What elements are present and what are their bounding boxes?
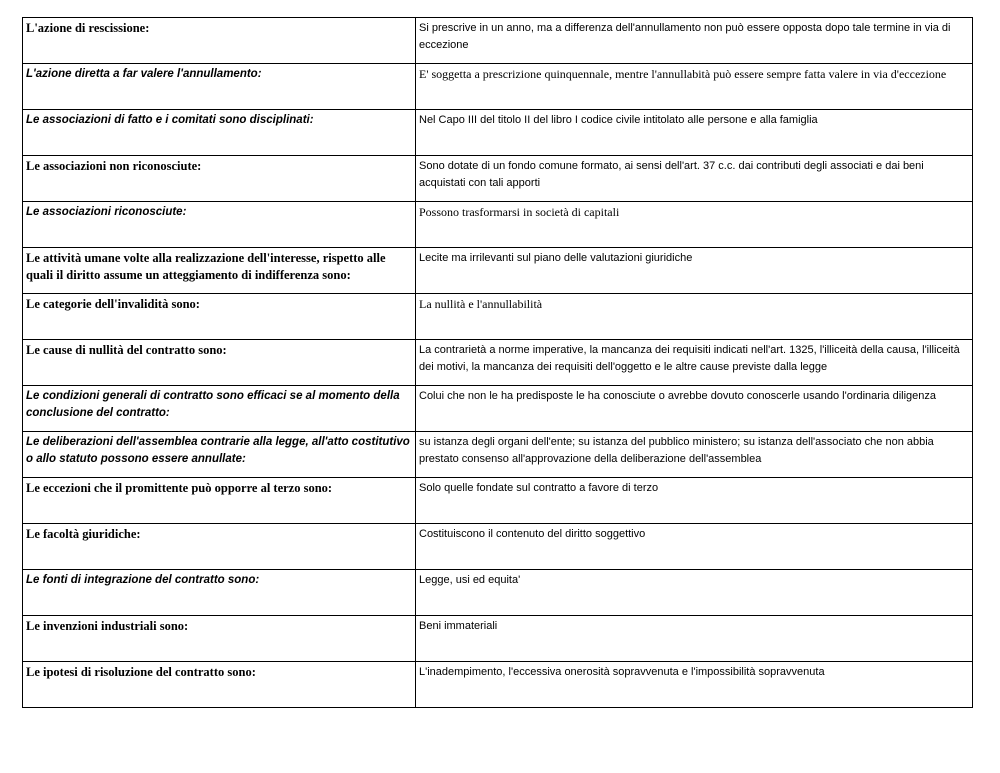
question-cell: Le attività umane volte alla realizzazione dell'interesse, rispetto alle quali il diritto assume un atteggiamento di indifferenza sono:	[23, 248, 416, 294]
answer-cell: su istanza degli organi dell'ente; su istanza del pubblico ministero; su istanza dell'associato che non abbia prestato consenso all'approvazione della deliberazione dell'assemblea	[416, 432, 973, 478]
answer-cell: L'inadempimento, l'eccessiva onerosità sopravvenuta e l'impossibilità sopravvenuta	[416, 662, 973, 708]
table-row	[23, 662, 973, 708]
table-row	[23, 156, 973, 202]
question-cell: Le associazioni di fatto e i comitati sono disciplinati:	[23, 110, 416, 156]
table-row	[23, 478, 973, 524]
answer-cell: Costituiscono il contenuto del diritto soggettivo	[416, 524, 973, 570]
table-row	[23, 616, 973, 662]
answer-cell: La contrarietà a norme imperative, la mancanza dei requisiti indicati nell'art. 1325, l'illiceità della causa, l'illiceità dei motivi, la mancanza dei requisiti dell'oggetto e le altre cause previste dalla legge	[416, 340, 973, 386]
table-row	[23, 248, 973, 294]
table-row	[23, 340, 973, 386]
table-row	[23, 524, 973, 570]
qa-table	[22, 17, 973, 708]
question-cell: Le condizioni generali di contratto sono efficaci se al momento della conclusione del contratto:	[23, 386, 416, 432]
answer-cell: Si prescrive in un anno, ma a differenza dell'annullamento non può essere opposta dopo tale termine in via di eccezione	[416, 18, 973, 64]
answer-cell: Nel Capo III del titolo II del libro I codice civile intitolato alle persone e alla famiglia	[416, 110, 973, 156]
answer-cell: Legge, usi ed equita'	[416, 570, 973, 616]
answer-cell: Beni immateriali	[416, 616, 973, 662]
question-cell: Le eccezioni che il promittente può opporre al terzo sono:	[23, 478, 416, 524]
table-row	[23, 110, 973, 156]
answer-cell: Solo quelle fondate sul contratto a favore di terzo	[416, 478, 973, 524]
answer-cell: Colui che non le ha predisposte le ha conosciute o avrebbe dovuto conoscerle usando l'ordinaria diligenza	[416, 386, 973, 432]
table-row	[23, 64, 973, 110]
answer-cell: Lecite ma irrilevanti sul piano delle valutazioni giuridiche	[416, 248, 973, 294]
question-cell: Le associazioni riconosciute:	[23, 202, 416, 248]
answer-cell: Possono trasformarsi in società di capitali	[416, 202, 973, 248]
answer-cell: E' soggetta a prescrizione quinquennale, mentre l'annullabità può essere sempre fatta valere in via d'eccezione	[416, 64, 973, 110]
question-cell: Le deliberazioni dell'assemblea contrarie alla legge, all'atto costitutivo o allo statuto possono essere annullate:	[23, 432, 416, 478]
question-cell: Le invenzioni industriali sono:	[23, 616, 416, 662]
question-cell: Le ipotesi di risoluzione del contratto sono:	[23, 662, 416, 708]
answer-cell: La nullità e l'annullabilità	[416, 294, 973, 340]
table-row	[23, 294, 973, 340]
table-row	[23, 202, 973, 248]
table-row	[23, 570, 973, 616]
table-row	[23, 18, 973, 64]
answer-cell: Sono dotate di un fondo comune formato, ai sensi dell'art. 37 c.c. dai contributi degli associati e dai beni acquistati con tali apporti	[416, 156, 973, 202]
question-cell: L'azione diretta a far valere l'annullamento:	[23, 64, 416, 110]
question-cell: Le cause di nullità del contratto sono:	[23, 340, 416, 386]
table-row	[23, 432, 973, 478]
question-cell: Le associazioni non riconosciute:	[23, 156, 416, 202]
question-cell: L'azione di rescissione:	[23, 18, 416, 64]
question-cell: Le fonti di integrazione del contratto sono:	[23, 570, 416, 616]
table-row	[23, 386, 973, 432]
question-cell: Le categorie dell'invalidità sono:	[23, 294, 416, 340]
question-cell: Le facoltà giuridiche:	[23, 524, 416, 570]
